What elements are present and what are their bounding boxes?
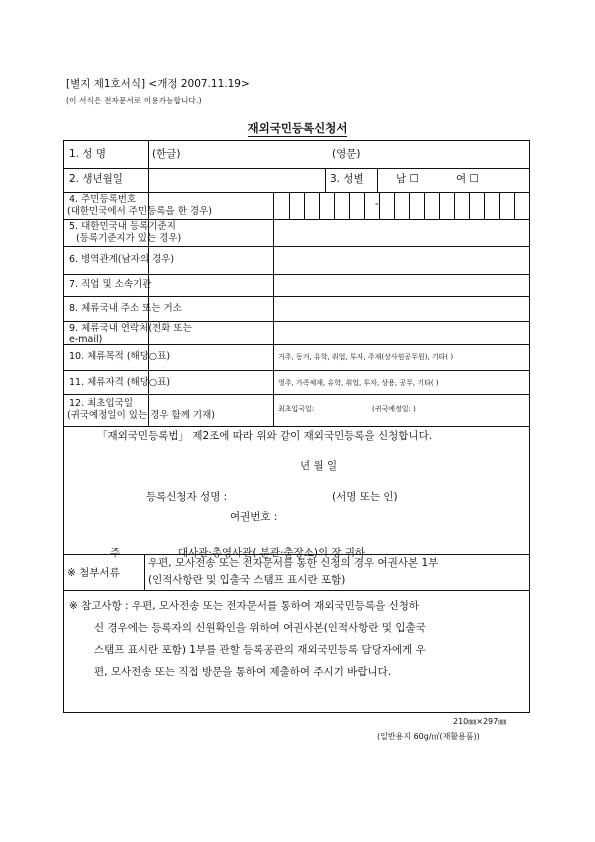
status-options[interactable]: 영주, 가족체재, 유학, 취업, 투자, 상용, 공무, 기타( ) xyxy=(278,379,439,387)
attachments-label: ※ 첨부서류 xyxy=(67,567,120,579)
remarks-line4: 편, 모사전송 또는 직접 방문을 통하여 제출하여 주시기 바랍니다. xyxy=(94,666,392,678)
applicant-name-label: 등록신청자 성명 : xyxy=(146,491,228,503)
application-form xyxy=(63,140,530,713)
military-label: 6. 병역관계(남자의 경우) xyxy=(69,254,175,265)
name-korean-field[interactable]: (한글) xyxy=(152,148,181,160)
male-checkbox[interactable]: 남 ☐ xyxy=(396,173,419,185)
resident-dash: - xyxy=(375,198,379,210)
addressee: 대사관·총영사관( 분관·출장소)의 장 귀하 xyxy=(178,547,366,559)
resident-label-note: (대한민국에서 주민등록을 한 경우) xyxy=(67,206,212,217)
female-checkbox[interactable]: 여 ☐ xyxy=(456,173,479,185)
paper-size: 210㎜×297㎜ xyxy=(453,717,507,726)
reg-std-label: 5. 대한민국내 등록기준지 xyxy=(69,221,176,232)
status-label: 11. 체류자격 (해당○표) xyxy=(69,377,171,388)
entry-label-note: (귀국예정일이 있는 경우 함께 기재) xyxy=(67,410,215,421)
attachments-line2: (인적사항란 및 입출국 스탬프 표시란 포함) xyxy=(148,574,346,586)
signature-label[interactable]: (서명 또는 인) xyxy=(332,491,398,503)
electronic-note: (이 서식은 전자문서로 이용가능합니다.) xyxy=(66,96,202,105)
contact-label: 9. 체류국내 연락처(전화 또는 xyxy=(69,323,192,334)
passport-label: 여권번호 : xyxy=(230,511,278,523)
purpose-options[interactable]: 거주, 동거, 유학, 취업, 투자, 주재(상사원공무원), 기타( ) xyxy=(278,353,454,361)
page-title: 재외국민등록신청서 xyxy=(247,121,348,135)
remarks-line2: 신 경우에는 등록자의 신원확인을 위하여 여권사본(인적사항란 및 입출국 xyxy=(94,622,426,634)
addressee-prefix: 주 xyxy=(110,547,121,559)
attachments-line1: 우편, 모사전송 또는 전자문서를 통한 신청의 경우 여권사본 1부 xyxy=(148,557,439,569)
paper-spec: (일반용지 60g/㎡(재활용품)) xyxy=(377,732,480,741)
declaration-statement: 「재외국민등록법」 제2조에 따라 위와 같이 재외국민등록을 신청합니다. xyxy=(97,430,433,442)
address-label: 8. 체류국내 주소 또는 거소 xyxy=(69,303,182,314)
contact-label-cont: e-mail) xyxy=(69,334,103,345)
return-date-field[interactable]: (귀국예정일: ) xyxy=(372,405,416,413)
name-label: 1. 성 명 xyxy=(69,148,106,160)
reg-std-label-note: (등록기준지가 있는 경우) xyxy=(76,233,182,244)
resident-label: 4. 주민등록번호 xyxy=(69,194,137,205)
declaration-date[interactable]: 년 월 일 xyxy=(300,460,338,472)
sex-label: 3. 성별 xyxy=(330,173,364,185)
remarks-line1: ※ 참고사항 : 우편, 모사전송 또는 전자문서를 통하여 재외국민등록을 신청하 xyxy=(69,600,420,612)
job-label: 7. 직업 및 소속기관 xyxy=(69,279,152,290)
remarks-line3: 스탬프 표시란 포함) 1부를 관할 등록공관의 재외국민등록 담당자에게 우 xyxy=(94,644,426,656)
first-entry-field[interactable]: 최초입국일: xyxy=(278,405,315,413)
entry-label: 12. 최초입국일 xyxy=(69,398,134,409)
birth-label: 2. 생년월일 xyxy=(69,173,123,185)
form-number: [별지 제1호서식] <개정 2007.11.19> xyxy=(66,78,250,90)
purpose-label: 10. 체류목적 (해당○표) xyxy=(69,351,171,362)
name-english-field[interactable]: (영문) xyxy=(332,148,361,160)
